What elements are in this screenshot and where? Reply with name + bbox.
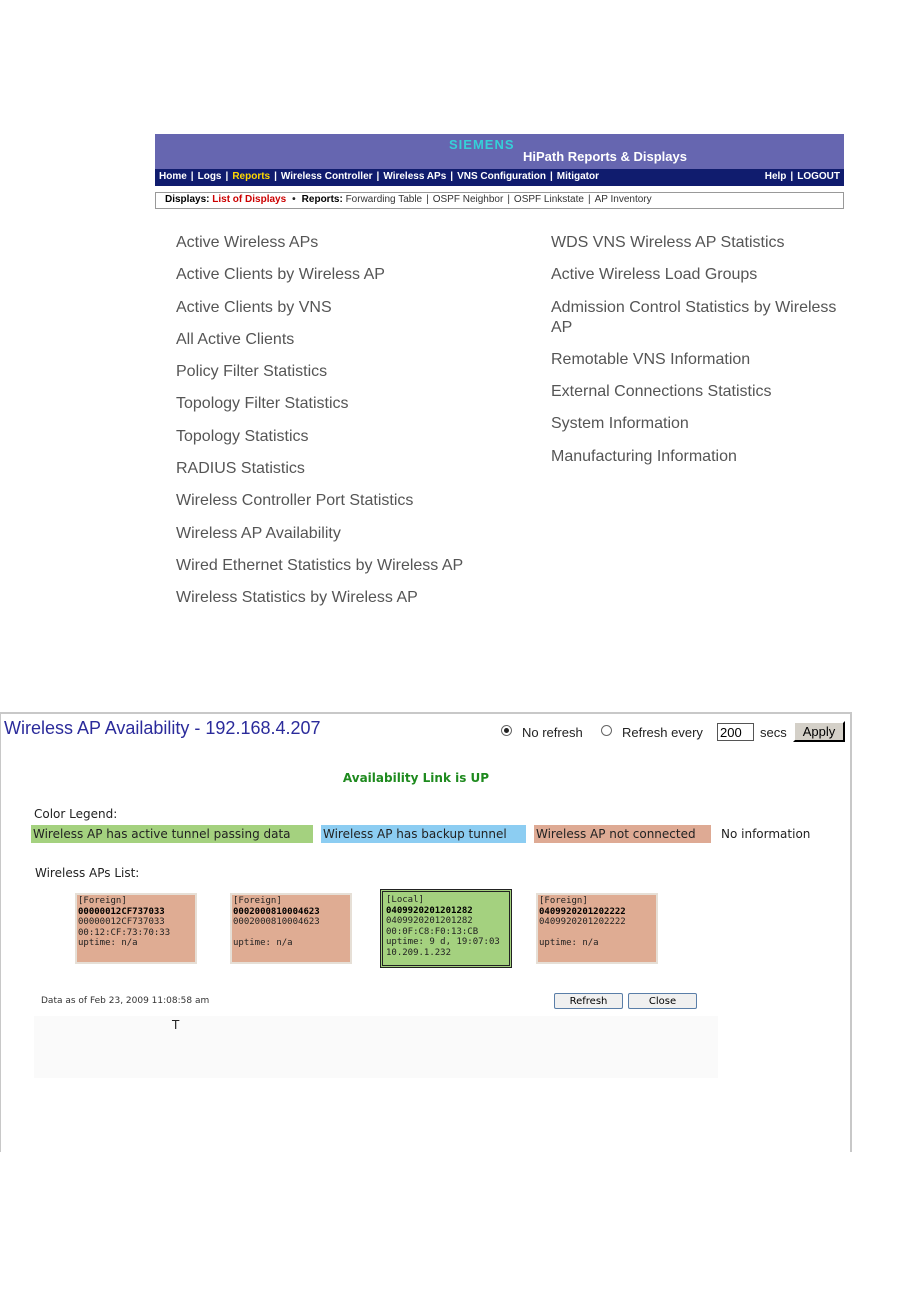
page-title: Wireless AP Availability - 192.168.4.207 (4, 718, 321, 738)
displays-label: Displays: (165, 194, 210, 205)
ap-mac (539, 928, 656, 939)
report-link[interactable]: Active Clients by Wireless AP (176, 266, 385, 284)
ap-card[interactable] (536, 893, 658, 964)
report-link[interactable]: Wired Ethernet Statistics by Wireless AP (176, 556, 464, 574)
ap-name: 0409920201201282 (386, 905, 473, 916)
report-link[interactable]: Policy Filter Statistics (176, 363, 328, 381)
ap-inventory-link[interactable]: AP Inventory (594, 194, 652, 205)
ospf-neighbor-link[interactable]: OSPF Neighbor (432, 194, 504, 205)
ap-type: [Foreign] (539, 896, 588, 906)
ap-uptime: uptime: n/a (78, 938, 138, 948)
nav-help[interactable]: Help (764, 171, 787, 182)
ospf-linkstate-link[interactable]: OSPF Linkstate (513, 194, 584, 205)
bullet-separator: • (292, 194, 296, 205)
siemens-logo: SIEMENS (449, 137, 515, 152)
report-link[interactable]: Wireless Controller Port Statistics (176, 492, 414, 510)
secs-label: secs (760, 725, 787, 740)
ap-mac: 00:0F:C8:F0:13:CB (386, 926, 479, 937)
ap-list-title: Wireless APs List: (35, 866, 140, 880)
report-link[interactable]: Remotable VNS Information (551, 350, 751, 368)
ap-card-selected[interactable] (380, 889, 512, 968)
refresh-every-radio[interactable] (601, 725, 612, 736)
report-link[interactable]: RADIUS Statistics (176, 460, 305, 478)
availability-status: Availability Link is UP (342, 771, 490, 785)
refresh-interval-input[interactable] (717, 723, 754, 741)
nav-logout[interactable]: LOGOUT (797, 171, 840, 182)
data-timestamp: Data as of Feb 23, 2009 11:08:58 am (41, 996, 210, 1006)
content-area (34, 1016, 718, 1078)
ap-uptime: uptime: n/a (539, 938, 599, 948)
ap-name: 00000012CF737033 (78, 906, 165, 917)
report-link[interactable]: Active Wireless Load Groups (551, 266, 758, 284)
ap-type: [Local] (386, 895, 424, 905)
nav-mitigator[interactable]: Mitigator (556, 171, 599, 182)
nav-wireless-controller[interactable]: Wireless Controller (280, 171, 373, 182)
report-link[interactable]: Manufacturing Information (551, 447, 737, 465)
report-link[interactable]: Wireless Statistics by Wireless AP (176, 589, 418, 607)
no-refresh-label[interactable]: No refresh (522, 725, 583, 740)
ap-serial: 0002000810004623 (233, 917, 320, 927)
utility-nav: Help | LOGOUT (764, 171, 840, 182)
ap-card[interactable] (230, 893, 352, 964)
nav-wireless-aps[interactable]: Wireless APs (383, 171, 447, 182)
report-link[interactable]: Wireless AP Availability (176, 524, 341, 542)
report-link[interactable]: All Active Clients (176, 330, 295, 348)
sub-navigation-bar: Displays: List of Displays • Reports: Forwarding Table | OSPF Neighbor | OSPF Linkstate | AP Inventory (155, 192, 844, 209)
report-link[interactable]: WDS VNS Wireless AP Statistics (551, 234, 785, 251)
list-of-displays-link[interactable]: List of Displays (212, 194, 287, 205)
ap-serial: 0409920201201282 (386, 916, 473, 926)
report-link[interactable]: External Connections Statistics (551, 383, 772, 401)
apply-button[interactable]: Apply (793, 721, 845, 742)
reports-label: Reports: (301, 194, 343, 205)
ap-ip-address: 10.209.1.232 (386, 947, 452, 958)
ap-card[interactable] (75, 893, 197, 964)
top-navigation-bar (155, 169, 844, 186)
text-cursor-icon: T (172, 1018, 180, 1032)
nav-home[interactable]: Home (159, 171, 187, 182)
legend-title: Color Legend: (34, 807, 118, 821)
ap-type: [Foreign] (233, 896, 282, 906)
main-nav: Home | Logs | Reports | Wireless Controller | Wireless APs | VNS Configuration | Mitigator (159, 171, 599, 182)
product-title: HiPath Reports & Displays (523, 149, 687, 164)
nav-reports[interactable]: Reports (232, 171, 271, 182)
close-button[interactable]: Close (628, 993, 697, 1009)
legend-backup-tunnel: Wireless AP has backup tunnel (321, 825, 526, 843)
refresh-every-label[interactable]: Refresh every (622, 725, 703, 740)
nav-logs[interactable]: Logs (197, 171, 222, 182)
reports-list-left (176, 233, 536, 621)
report-link[interactable]: Active Wireless APs (176, 234, 319, 251)
legend-not-connected: Wireless AP not connected (534, 825, 711, 843)
report-link[interactable]: System Information (551, 415, 689, 433)
nav-vns-configuration[interactable]: VNS Configuration (457, 171, 546, 182)
report-link[interactable]: Active Clients by VNS (176, 298, 332, 316)
report-link[interactable]: Topology Filter Statistics (176, 395, 349, 413)
report-link[interactable]: Topology Statistics (176, 427, 309, 445)
ap-mac: 00:12:CF:73:70:33 (78, 927, 171, 938)
report-link[interactable]: Admission Control Statistics by Wireless AP (551, 298, 837, 336)
no-refresh-radio[interactable] (501, 725, 512, 736)
ap-type: [Foreign] (78, 896, 127, 906)
refresh-button[interactable]: Refresh (554, 993, 623, 1009)
ap-name: 0409920201202222 (539, 906, 626, 917)
ap-name: 0002000810004623 (233, 906, 320, 917)
ap-mac (233, 928, 350, 939)
ap-serial: 00000012CF737033 (78, 917, 165, 927)
ap-uptime: uptime: n/a (233, 938, 293, 948)
ap-serial: 0409920201202222 (539, 917, 626, 927)
header-banner (155, 134, 844, 169)
ap-uptime: uptime: 9 d, 19:07:03 (386, 937, 500, 947)
legend-active-tunnel: Wireless AP has active tunnel passing data (31, 825, 313, 843)
reports-list-right (551, 233, 841, 479)
forwarding-table-link[interactable]: Forwarding Table (345, 194, 423, 205)
legend-no-information: No information (721, 827, 811, 841)
